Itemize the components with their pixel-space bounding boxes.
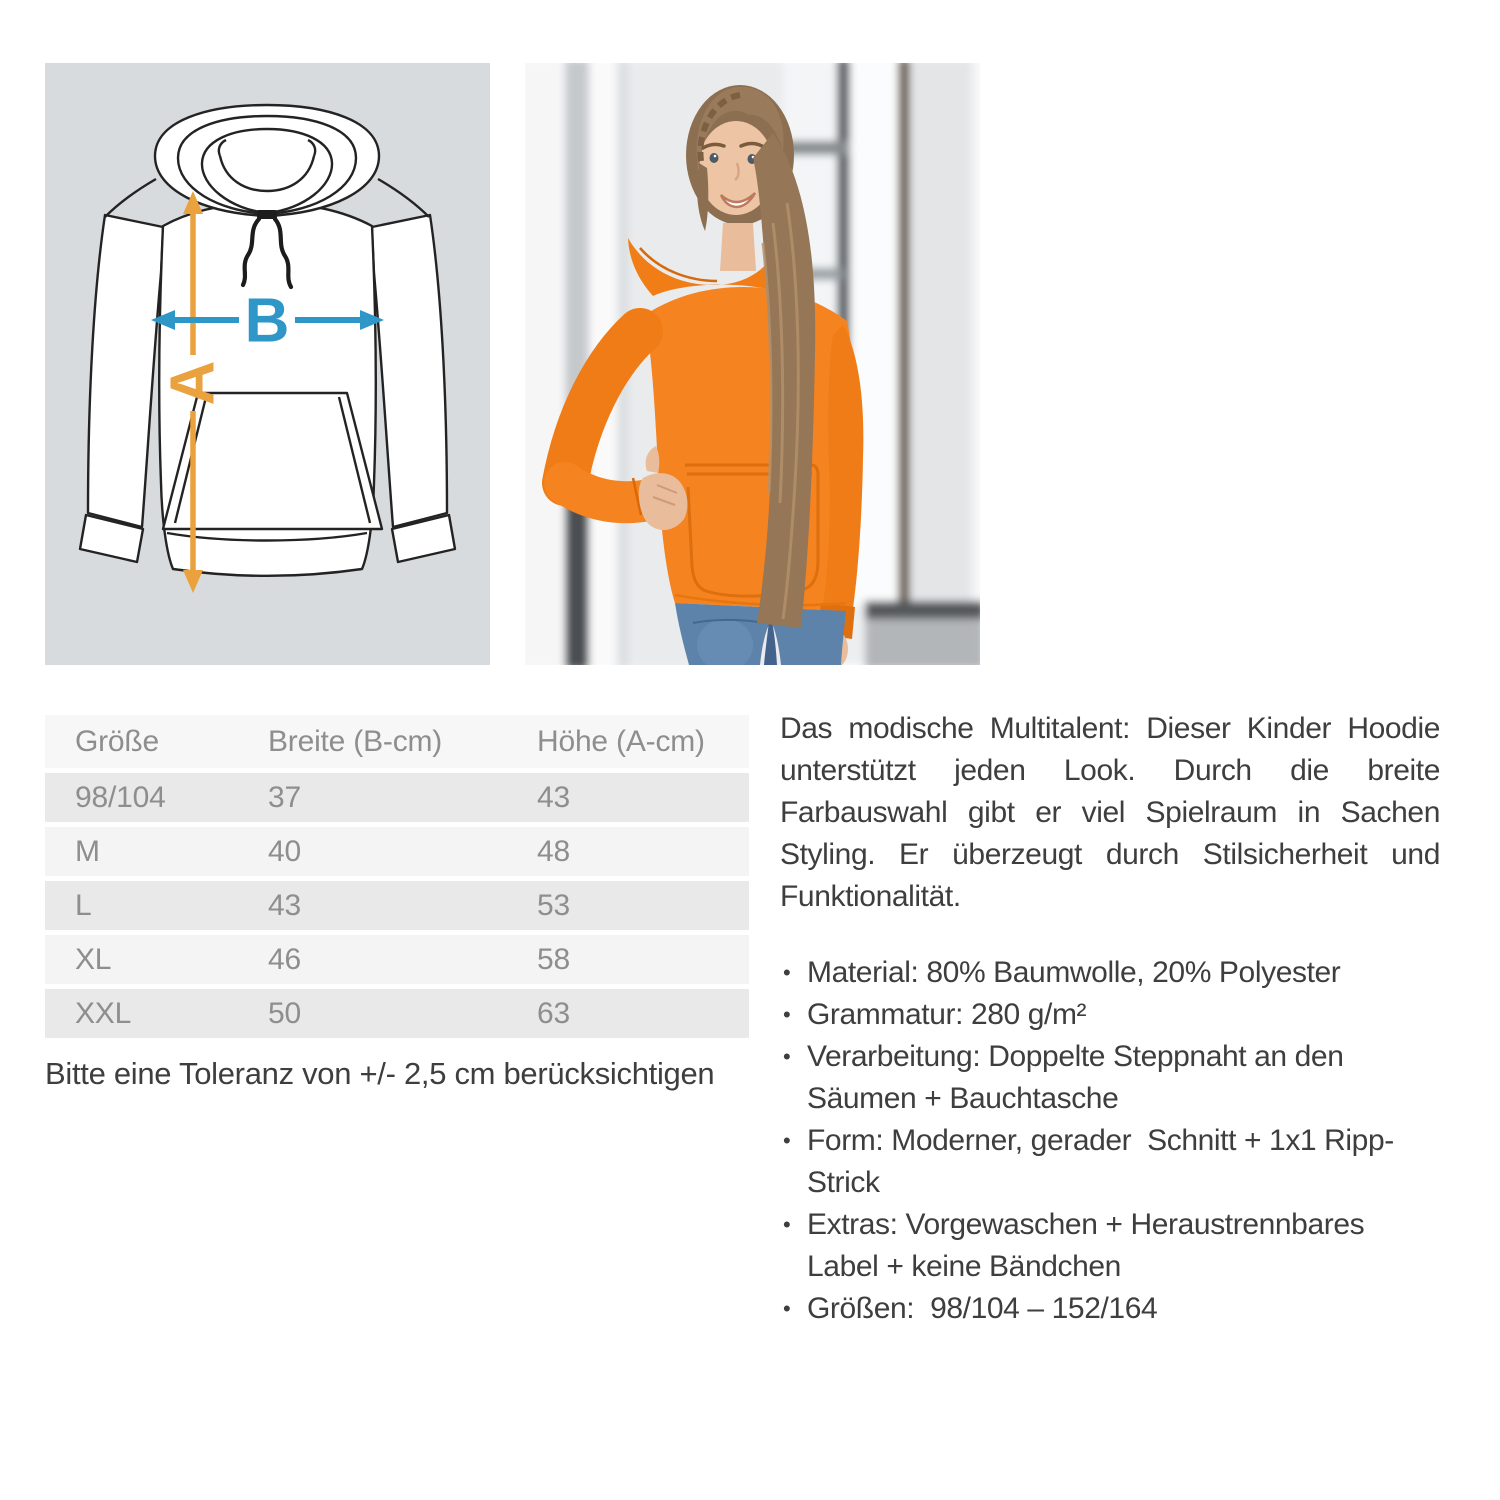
size-row-98-104	[45, 773, 749, 822]
hoehe-cell: 58	[537, 935, 749, 984]
size-cell: 98/104	[45, 773, 268, 822]
breite-cell: 37	[268, 773, 537, 822]
col-header-breite: Breite (B-cm)	[268, 715, 537, 768]
feature-list	[780, 952, 1440, 1330]
feature-groessen: • Größen: 98/104 – 152/164	[780, 1288, 1440, 1330]
breite-cell: 43	[268, 881, 537, 930]
size-cell: M	[45, 827, 268, 876]
breite-cell: 40	[268, 827, 537, 876]
measure-a-label: A	[158, 360, 228, 406]
hoodie-measurement-diagram	[45, 63, 490, 665]
size-table-header-row	[45, 715, 749, 768]
hoehe-cell: 63	[537, 989, 749, 1038]
measure-b-label: B	[244, 286, 290, 356]
size-table	[45, 710, 749, 1043]
feature-material: • Material: 80% Baumwolle, 20% Polyester	[780, 952, 1440, 994]
size-cell: XXL	[45, 989, 268, 1038]
col-header-groesse: Größe	[45, 715, 268, 768]
product-description	[780, 708, 1440, 1330]
feature-extras: • Extras: Vorgewaschen + Heraustrennbares Label + keine Bändchen	[780, 1204, 1440, 1288]
hoehe-cell: 48	[537, 827, 749, 876]
breite-cell: 46	[268, 935, 537, 984]
hoehe-cell: 43	[537, 773, 749, 822]
size-row-l	[45, 881, 749, 930]
hoodie-body	[645, 287, 859, 611]
feature-verarbeitung: • Verarbeitung: Doppelte Steppnaht an den Säumen + Bauchtasche	[780, 1036, 1440, 1120]
description-intro: Das modische Multitalent: Dieser Kinder Hoodie unterstützt jeden Look. Durch die breite Farbauswahl gibt er viel Spielraum in Sachen Styling. Er überzeugt durch Stilsicherheit und Funktionalität.	[780, 712, 1440, 913]
model-photo-illustration	[525, 63, 980, 665]
breite-cell: 50	[268, 989, 537, 1038]
neck	[720, 223, 756, 271]
size-cell: L	[45, 881, 268, 930]
size-row-m	[45, 827, 749, 876]
col-header-hoehe: Höhe (A-cm)	[537, 715, 749, 768]
tolerance-note: Bitte eine Toleranz von +/- 2,5 cm berücksichtigen	[45, 1056, 715, 1091]
hoodie-line-drawing-icon	[45, 63, 490, 665]
size-row-xl	[45, 935, 749, 984]
feature-grammatur: • Grammatur: 280 g/m²	[780, 994, 1440, 1036]
product-photo	[525, 63, 980, 665]
hoehe-cell: 53	[537, 881, 749, 930]
size-cell: XL	[45, 935, 268, 984]
feature-form: • Form: Moderner, gerader Schnitt + 1x1 Ripp-Strick	[780, 1120, 1440, 1204]
size-row-xxl	[45, 989, 749, 1038]
